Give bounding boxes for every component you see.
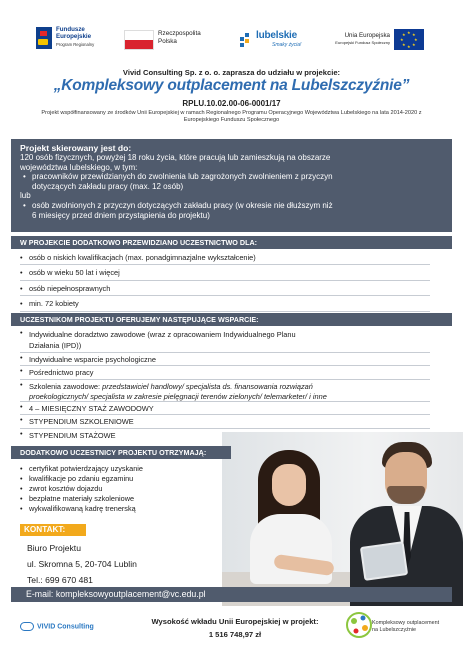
target-bullet2: • osób zwolnionych z przyczyn dotyczących zakładu pracy (w okresie nie dłuższym niż <box>32 201 443 211</box>
cofinancing-note: Projekt współfinansowany ze środków Unii Europejskiej w ramach Regionalnego Programu Operacyjnego Województwa Lubelskiego na lata 2014-2020 z Europejskiego Funduszu Społecznego <box>41 110 422 123</box>
ue-line2: Europejski Fundusz Społeczny <box>335 40 390 45</box>
list-item: • Indywidualne wsparcie psychologiczne <box>20 353 430 366</box>
contact-phone[interactable]: Tel.: 699 670 481 <box>27 575 93 585</box>
list-item: • osób o niskich kwalifikacjach (max. ponadgimnazjalne wykształcenie) <box>20 250 430 265</box>
target-line2: województwa lubelskiego, w tym: <box>20 162 138 172</box>
project-title: „Kompleksowy outplacement na Lubelszczyźnie” <box>53 77 410 94</box>
ue-line1: Unia Europejska <box>344 32 390 39</box>
project-logo-icon <box>344 610 374 640</box>
project-code: RPLU.10.02.00-06-0001/17 <box>182 99 281 108</box>
fe-line1: Fundusze <box>56 26 85 33</box>
lubelskie-mark-icon <box>238 31 256 49</box>
target-or: lub <box>20 191 31 201</box>
list-item: • bezpłatne materiały szkoleniowe <box>20 494 220 504</box>
list-item: • STYPENDIUM SZKOLENIOWE <box>20 415 430 428</box>
unia-europejska-logo <box>330 24 428 58</box>
tablet-icon <box>360 541 408 581</box>
project-logo-text: Kompleksowy outplacement na Lubelszczyźnie <box>372 620 440 633</box>
rzeczpospolita-logo <box>124 24 219 58</box>
contact-address: ul. Skromna 5, 20-704 Lublin <box>27 559 137 569</box>
lubelskie-tagline: Smaky życia! <box>272 42 302 48</box>
eu-flag-icon: ★ ★ ★ ★ ★ ★ ★ ★ <box>394 29 424 50</box>
logos-bar <box>0 24 463 58</box>
target-group-heading: Projekt skierowany jest do: <box>20 143 132 153</box>
contact-office: Biuro Projektu <box>27 543 81 553</box>
lubelskie-logo <box>238 24 304 58</box>
rp-line2: Polska <box>158 38 177 45</box>
list-item: • Pośrednictwo pracy <box>20 366 430 379</box>
target-bullet1-cont: dotyczących zakładu pracy (max. 12 osób) <box>32 181 184 191</box>
list-item: • 4 – MIESIĘCZNY STAŻ ZAWODOWY <box>20 402 430 415</box>
list-item: • min. 72 kobiety <box>20 296 430 311</box>
list-item: • wykwalifikowaną kadrę trenerską <box>20 504 220 514</box>
list-item-cont: • kwalifikacje po zdaniu egzaminu <box>20 474 220 484</box>
contact-email[interactable]: E-mail: kompleksowyoutplacement@vc.edu.pl <box>11 587 452 602</box>
list-item: • Indywidualne doradztwo zawodowe (wraz z opracowaniem Indywidualnego Planu Działania (IPD)) <box>20 328 430 353</box>
fe-emblem-icon <box>36 27 52 49</box>
additional-list <box>20 250 430 312</box>
section-extra-heading: DODATKOWO UCZESTNICY PROJEKTU OTRZYMAJĄ: <box>11 446 231 459</box>
contact-label: KONTAKT: <box>20 524 86 536</box>
fe-sub: Program Regionalny <box>56 42 95 47</box>
lubelskie-name: lubelskie <box>256 30 297 41</box>
list-item: • STYPENDIUM STAŻOWE <box>20 429 430 442</box>
list-item: • osób niepełnosprawnych <box>20 281 430 296</box>
section-additional-heading: W PROJEKCIE DODATKOWO PRZEWIDZIANO UCZESTNICTWO DLA: <box>11 236 452 249</box>
target-bullet1: • pracowników przewidzianych do zwolnienia lub zagrożonych zwolnieniem z przyczyn <box>32 172 443 182</box>
target-list <box>20 172 443 182</box>
eu-contribution-value: 1 516 748,97 zł <box>208 630 262 639</box>
polish-flag-icon <box>124 30 154 50</box>
list-item: • osób w wieku 50 lat i więcej <box>20 265 430 280</box>
rp-line1: Rzeczpospolita <box>158 30 201 37</box>
target-group-box <box>11 139 452 232</box>
target-line1: 120 osób fizycznych, powyżej 18 roku życia, które pracują lub zamieszkują na obszarze <box>20 153 331 162</box>
business-people-photo <box>222 432 463 606</box>
list-item: • certyfikat potwierdzający uzyskanie <box>20 464 220 474</box>
eu-contribution-label: Wysokość wkładu Unii Europejskiej w projekt: <box>151 617 319 626</box>
fundusze-europejskie-logo <box>36 24 108 58</box>
support-list <box>20 328 430 442</box>
fe-line2: Europejskie <box>56 33 92 40</box>
vivid-logo: VIVID Consulting <box>20 622 94 631</box>
target-bullet2-cont: 6 miesięcy przed dniem przystąpienia do projektu) <box>32 210 210 220</box>
list-item: • zwrot kosztów dojazdu <box>20 484 220 494</box>
section-support-heading: UCZESTNIKOM PROJEKTU OFERUJEMY NASTĘPUJĄCE WSPARCIE: <box>11 313 452 326</box>
vivid-swoosh-icon <box>20 622 34 631</box>
invitation-text: Vivid Consulting Sp. z o. o. zaprasza do udziału w projekcie: <box>122 68 341 77</box>
list-item: • Szkolenia zawodowe: przedstawiciel handlowy/ specjalista ds. finansowania rozwiązań proekologicznych/ specjalista w zakresie pielęgnacji terenów zielonych/ telemarketer/ i inne <box>20 380 430 402</box>
extra-list <box>20 464 220 514</box>
